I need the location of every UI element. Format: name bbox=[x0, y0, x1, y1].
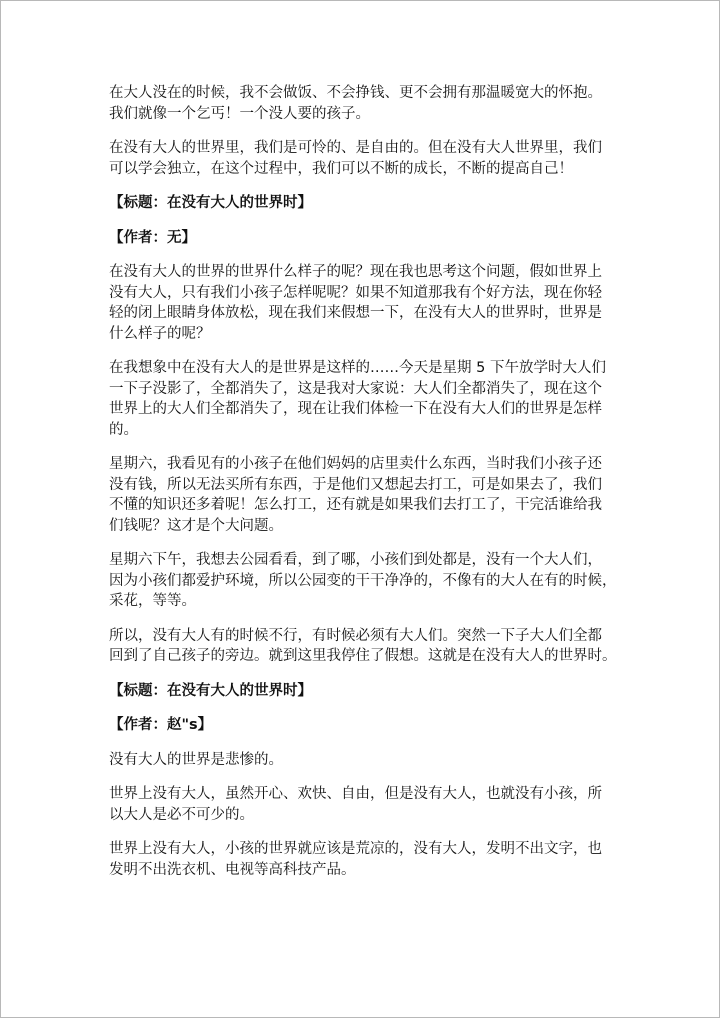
paragraph bbox=[109, 784, 621, 825]
text-line: 以大人是必不可少的。 bbox=[109, 806, 254, 823]
text-line: 回到了自己孩子的旁边。就到这里我停住了假想。这就是在没有大人的世界时。 bbox=[109, 648, 617, 664]
text-line: 我们就像一个乞丐！一个没人要的孩子。 bbox=[109, 105, 370, 122]
text-line: 世界上的大人们全都消失了，现在让我们体检一下在没有大人们的世界是怎样 bbox=[109, 401, 602, 417]
essay-title: 【标题：在没有大人的世界时】 bbox=[109, 195, 312, 211]
text-line: 世界上没有大人，虽然开心、欢快、自由，但是没有大人，也就没有小孩，所 bbox=[109, 786, 602, 802]
text-line: 们钱呢？这才是个大问题。 bbox=[109, 517, 283, 534]
text-line: 一下子没影了，全都消失了，这是我对大家说：大人们全都消失了，现在这个 bbox=[109, 380, 602, 397]
text-line: 没有大人，只有我们小孩子怎样呢呢？如果不知道那我有个好方法，现在你轻 bbox=[109, 284, 602, 301]
text-line: 星期六下午，我想去公园看看，到了哪，小孩们到处都是，没有一个大人们， bbox=[109, 552, 602, 568]
text-line: 在没有大人的世界的世界什么样子的呢？现在我也思考这个问题，假如世界上 bbox=[109, 264, 602, 280]
text-line: 不懂的知识还多着呢！怎么打工，还有就是如果我们去打工了，干完活谁给我 bbox=[109, 497, 602, 513]
paragraph bbox=[109, 454, 621, 536]
text-line: 没有大人的世界是悲惨的。 bbox=[109, 751, 283, 768]
paragraph bbox=[109, 626, 621, 667]
essay-title: 【标题：在没有大人的世界时】 bbox=[109, 682, 312, 699]
text-line: 采花，等等。 bbox=[109, 593, 196, 609]
text-line: 没有钱，所以无法买所有东西，于是他们又想起去打工，可是如果去了，我们 bbox=[109, 476, 602, 493]
paragraph bbox=[109, 550, 621, 612]
paragraph bbox=[109, 839, 621, 880]
text-line: 的。 bbox=[109, 421, 138, 438]
document-content bbox=[109, 83, 621, 894]
text-line: 星期六，我看见有的小孩子在他们妈妈的店里卖什么东西，当时我们小孩子还 bbox=[109, 456, 602, 472]
essay-author: 【作者：无】 bbox=[109, 229, 196, 246]
text-line: 所以，没有大人有的时候不行，有时候必须有大人们。突然一下子大人们全都 bbox=[109, 627, 602, 644]
paragraph bbox=[109, 83, 621, 124]
text-line: 在没有大人的世界里，我们是可怜的、是自由的。但在没有大人世界里，我们 bbox=[109, 140, 602, 156]
paragraph bbox=[109, 358, 621, 440]
text-line: 发明不出洗衣机、电视等高科技产品。 bbox=[109, 861, 356, 878]
text-line: 世界上没有大人，小孩的世界就应该是荒凉的，没有大人，发明不出文字，也 bbox=[109, 841, 602, 857]
paragraph bbox=[109, 262, 621, 344]
essay-author: 【作者：赵"s】 bbox=[109, 717, 213, 733]
paragraph bbox=[109, 138, 621, 179]
text-line: 什么样子的呢？ bbox=[109, 325, 211, 342]
text-line: 轻的闭上眼睛身体放松，现在我们来假想一下，在没有大人的世界时，世界是 bbox=[109, 305, 602, 321]
paragraph bbox=[109, 750, 621, 771]
text-line: 可以学会独立，在这个过程中，我们可以不断的成长，不断的提高自己！ bbox=[109, 160, 573, 177]
text-line: 在我想象中在没有大人的是世界是这样的……今天是星期 5 下午放学时大人们 bbox=[109, 360, 606, 376]
text-line: 因为小孩们都爱护环境，所以公园变的干干净净的，不像有的大人在有的时候， bbox=[109, 572, 617, 589]
text-line: 在大人没在的时候，我不会做饭、不会挣钱、更不会拥有那温暖宽大的怀抱。 bbox=[109, 85, 602, 101]
